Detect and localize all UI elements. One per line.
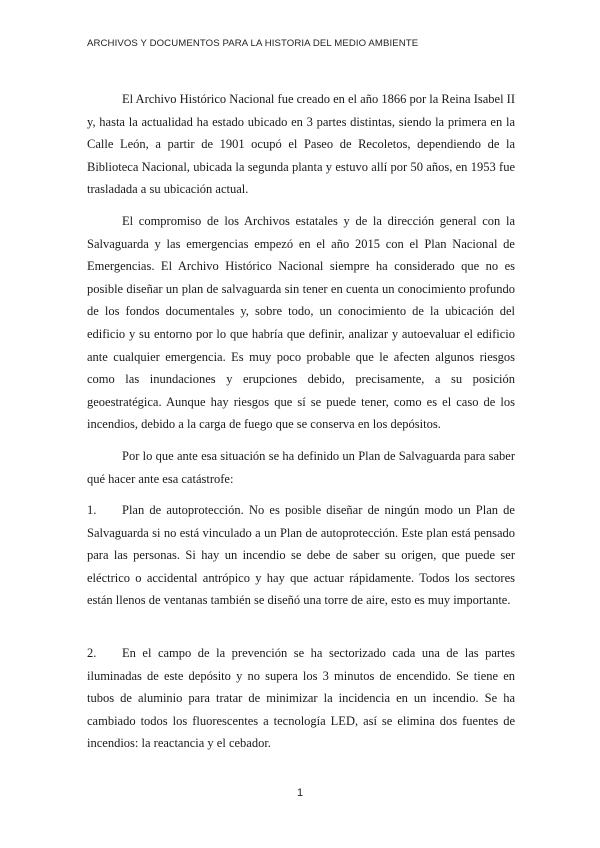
paragraph-plan-intro: Por lo que ante esa situación se ha definido un Plan de Salvaguarda para saber qué hacer ante esa catástrofe: (87, 448, 515, 486)
list-item-number: 1. (87, 503, 97, 518)
list-item-1 (87, 499, 515, 612)
page-number: 1 (296, 787, 304, 799)
running-header: ARCHIVOS Y DOCUMENTOS PARA LA HISTORIA DEL MEDIO AMBIENTE (87, 38, 419, 49)
document-body (87, 88, 515, 764)
paragraph-commitment: El compromiso de los Archivos estatales y de la dirección general con la Salvaguarda y las emergencias empezó en el año 2015 con el Plan Nacional de Emergencias. El Archivo Histórico Nacional siempre ha considerado que no es posible diseñar un plan de salvaguarda sin tener en cuenta un conocimiento profundo de los fondos documentales y, sobre todo, un conocimiento de la ubicación del edificio y su entorno por lo que habría que definir, analizar y autoevaluar el edificio ante cualquier emergencia. Es muy poco probable que le afecten algunos riesgos como las inundaciones y erupciones debido, precisamente, a su posición geoestratégica. Aunque hay riesgos que sí se puede tener, como es el caso de los incendios, debido a la carga de fuego que se conserva en los depósitos. (87, 213, 515, 432)
paragraph-history: El Archivo Histórico Nacional fue creado en el año 1866 por la Reina Isabel II y, hasta la actualidad ha estado ubicado en 3 partes distintas, siendo la primera en la Calle León, a partir de 1901 ocupó el Paseo de Recoletos, dependiendo de la Biblioteca Nacional, ubicada la segunda planta y estuvo allí por 50 años, en 1953 fue trasladada a su ubicación actual. (87, 92, 515, 197)
list-item-text: Plan de autoprotección. No es posible diseñar de ningún modo un Plan de Salvaguarda si no está vinculado a un Plan de autoprotección. Este plan está pensado para las personas. Si hay un incendio se debe de saber su origen, que puede ser eléctrico o accidental antrópico y hay que actuar rápidamente. Todos los sectores están llenos de ventanas también se diseñó una torre de aire, esto es muy importante. (87, 503, 515, 608)
list-item-2 (87, 642, 515, 755)
list-item-number: 2. (87, 646, 97, 661)
list-item-text: En el campo de la prevención se ha sectorizado cada una de las partes iluminadas de este depósito y no supera los 3 minutos de encendido. Se tiene en tubos de aluminio para tratar de minimizar la incidencia en un incendio. Se ha cambiado todos los fluorescentes a tecnología LED, así se elimina dos fuentes de incendios: la reactancia y el cebador. (87, 646, 515, 751)
